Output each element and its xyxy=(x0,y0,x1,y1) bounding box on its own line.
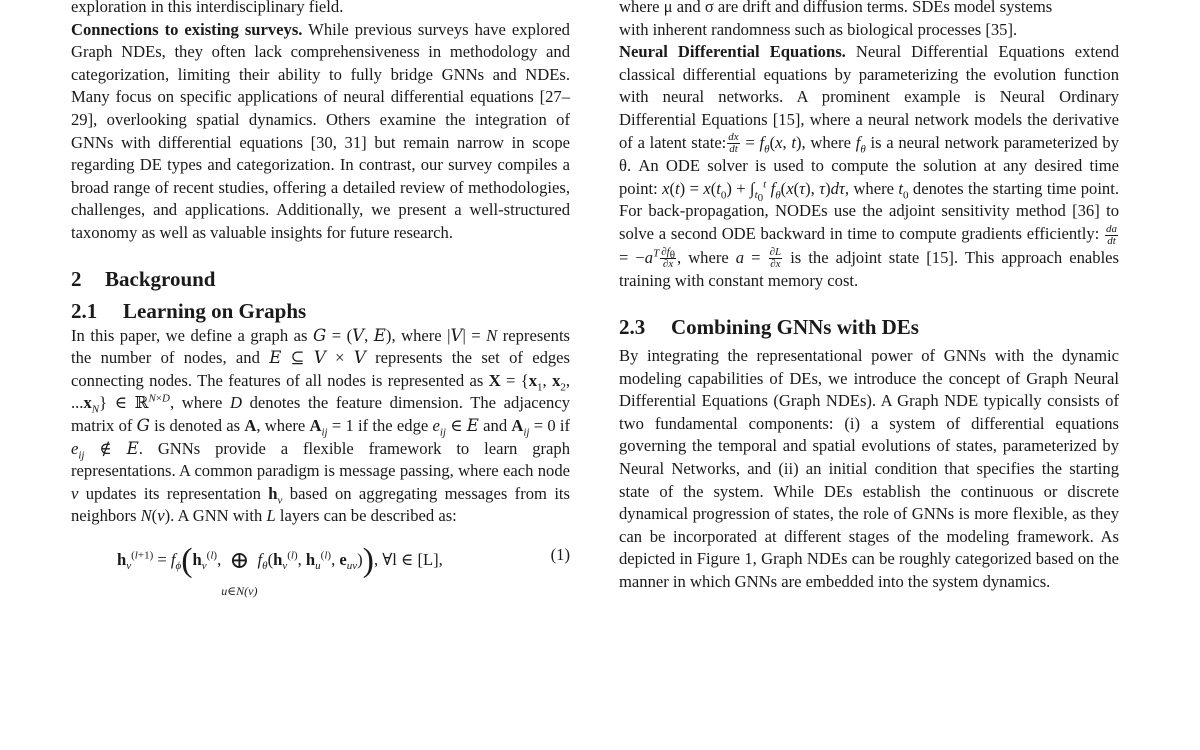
equation-1 xyxy=(71,538,570,598)
section-heading-background: 2 Background xyxy=(71,266,216,291)
right-column xyxy=(619,0,1119,594)
runin-heading-existing-surveys: Connections to existing surveys. xyxy=(71,19,303,39)
subsection-heading-combining: 2.3 Combining GNNs with DEs xyxy=(619,315,919,339)
equation-1-body: $h_v^{(l+1)} = f_\phi(h_v^{(l)}$, ⊕ u∈N(v) $f_\theta(h_v^{(l)}$, $h_u^{(l)}$, $e_{uv}$)), ∀l ∈ [L], xyxy=(117,541,443,598)
carry-over-line-2: with inherent randomness such as biological processes [35]. xyxy=(619,19,1018,39)
paragraph-graph-definition: In this paper, we define a graph as G = (V, E), where |V| = N represents the number of nodes, and E ⊆ V × V represents the set of edges connecting nodes. The features of all nodes is represented as $X = \{x_1$, $x_2$, $...x_N$} ∈ ℝ$^{N\times D}$, where D denotes the feature dimension. The adjacency matrix of G is denoted as A, where $A_{ij} = 1$ if the edge $e_{ij}$ ∈ E and $A_{ij} = 0$ if $e_{ij}$ ∉ E. GNNs provide a flexible framework to learn graph representations. A common paradigm is message passing, where each node v updates its representation $h_v$ based on aggregating messages from its neighbors N(v). A GNN with L layers can be described as: xyxy=(71,325,571,526)
paragraph-neural-des: Neural Differential Equations. Neural Differential Equations extend classical differential equations by parameterizing the evolution function with neural networks. A prominent example is Neural Ordinary Differential Equations [15], where a neural network models the derivative of a latent state: $\frac{dx}{dt}$ = $f_\theta(x$, t), where $f_\theta$ is a neural network parameterized by θ. An ODE solver is used to compute the solution at any desired time point: $x(t) = x(t_0) + \int_{t_0}^t$ $f_\theta(x(\tau)$, τ)dτ, where $t_0$ denotes the starting time point. For back-propagation, NODEs use the adjoint sensitivity method [36] to solve a second ODE backward in time to compute gradients efficiently: $\frac{da}{dt}$ = $-a^T$ $\frac{\partial f_\theta}{\partial x}$ , where a = $\frac{\partial L}{\partial x}$ is the adjoint state [15]. This approach enables training with constant memory cost. xyxy=(619,42,1120,291)
carry-over-line-1: where μ and σ are drift and diffusion terms. SDEs model systems xyxy=(619,0,1053,16)
subsection-heading-learning-on-graphs: 2.1 Learning on Graphs xyxy=(71,298,307,323)
aggregation-operator-icon: ⊕ u∈N(v) xyxy=(221,547,258,598)
carry-over-line: exploration in this interdisciplinary field. xyxy=(71,0,344,16)
paragraph-combining: By integrating the representational power of GNNs with the dynamic modeling capabilities of DEs, we introduce the concept of Graph Neural Differential Equations (Graph NDEs). A Graph NDE typically consists of two fundamental components: (i) a system of differential equations governing the temporal and spatial evolutions of states, parameterized by Neural Networks, and (ii) an initial condition that specifies the starting state of the system. While DEs establish the continuous or discrete dynamical progression of states, the role of GNNs is more flexible, as they can be incorporated at different stages of the modeling framework. As depicted in Figure 1, Graph NDEs can be roughly categorized based on the manner in which GNNs are embedded into the system dynamics. xyxy=(619,346,1119,591)
equation-1-number: (1) xyxy=(550,544,570,564)
left-column xyxy=(71,0,571,598)
paragraph-existing-surveys xyxy=(71,19,570,245)
runin-heading-neural-des: Neural Differential Equations. xyxy=(619,42,846,62)
existing-surveys-body: While previous surveys have explored Graph NDEs, they often lack comprehensiveness in methodology and categorization, limiting their ability to fully bridge GNNs and NDEs. Many focus on specific applications of neural differential equations [27–29], overlooking spatial dynamics. Others examine the integration of GNNs with differential equations [30, 31] but remain narrow in scope regarding DE types and categorization. In contrast, our survey compiles a broad range of recent studies, offering a detailed review of methodologies, challenges, and applications. Additionally, we present a well-structured taxonomy as well as valuable insights for future research. xyxy=(71,19,570,242)
